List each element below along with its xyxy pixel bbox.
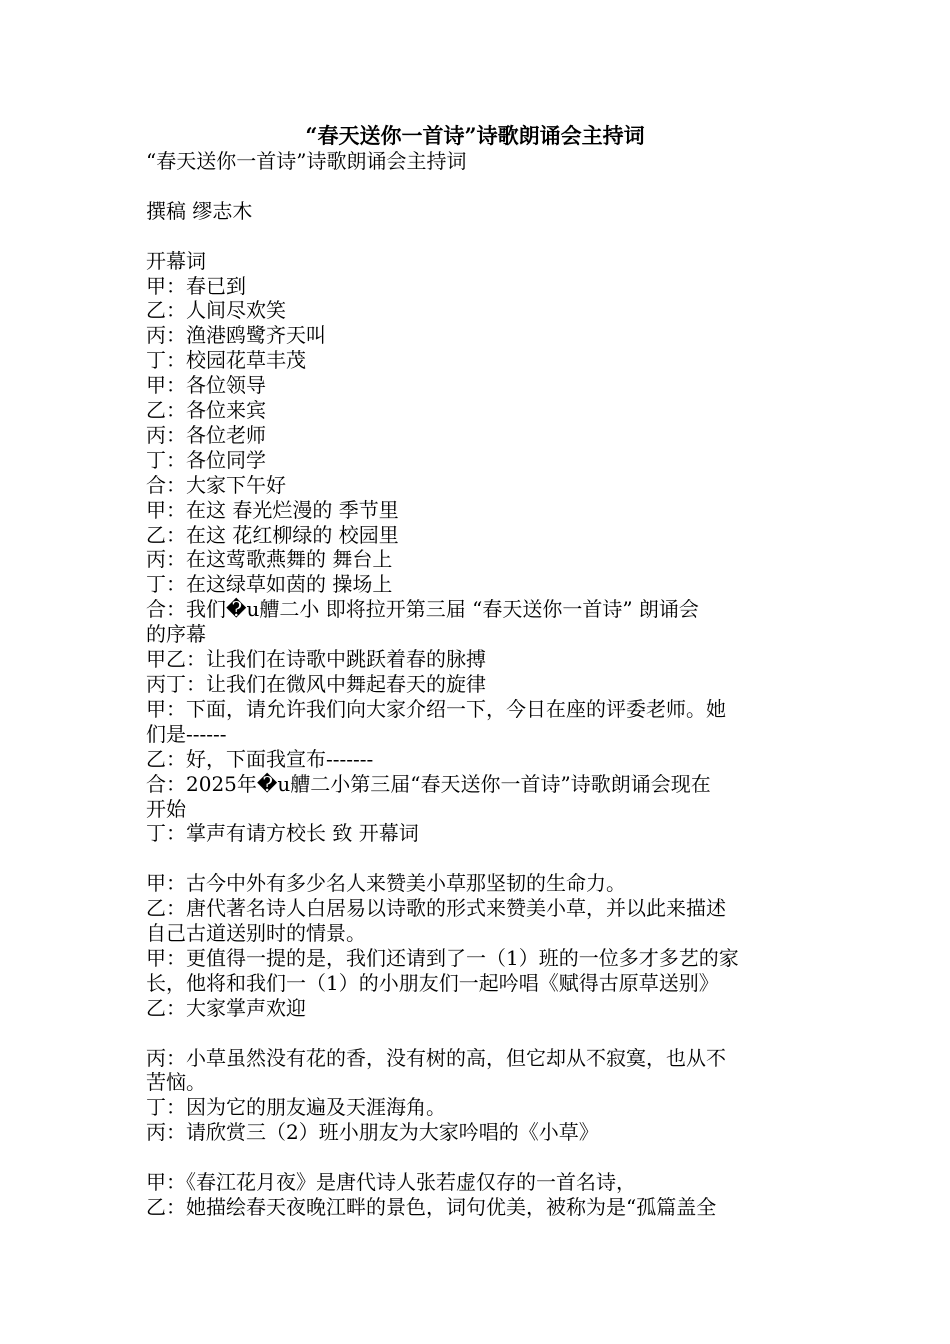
text-line: 丙：请欣赏三（2）班小朋友为大家吟唱的《小草》 [146, 1120, 599, 1145]
text-line: 甲：更值得一提的是，我们还请到了一（1）班的一位多才多艺的家 [146, 945, 739, 970]
text-line: 乙：人间尽欢笑 [146, 298, 286, 323]
text-line: 自己古道送别时的情景。 [146, 921, 366, 946]
text-line: 甲：各位领导 [146, 373, 266, 398]
text-line: 们是------ [146, 721, 227, 746]
document-title: “春天送你一首诗”诗歌朗诵会主持词 [305, 123, 645, 148]
text-line [146, 174, 806, 199]
text-line: 开幕词 [146, 248, 206, 273]
text-line: 丙：小草虽然没有花的香，没有树的高，但它却从不寂寞，也从不 [146, 1045, 726, 1070]
text-line: 丁：掌声有请方校长 致 开幕词 [146, 821, 419, 846]
text-line: 丁：因为它的朋友遍及天涯海角。 [146, 1095, 446, 1120]
text-line: 丁：校园花草丰茂 [146, 348, 306, 373]
text-line: “春天送你一首诗”诗歌朗诵会主持词 [146, 149, 467, 173]
text-line: 合：我们�u艚二小 即将拉开第三届 “春天送你一首诗” 朗诵会 [146, 597, 699, 622]
text-line: 长，他将和我们一（1）的小朋友们一起吟唱《赋得古原草送别》 [146, 970, 719, 995]
text-line: 甲：春已到 [146, 273, 246, 298]
text-line: 开始 [146, 796, 186, 821]
text-line: 合：2025年�u艚二小第三届“春天送你一首诗”诗歌朗诵会现在 [146, 771, 711, 796]
text-line: 丙丁：让我们在微风中舞起春天的旋律 [146, 672, 486, 696]
text-line: 乙：各位来宾 [146, 398, 266, 423]
text-line [146, 1021, 806, 1046]
text-line: 甲：在这 春光烂漫的 季节里 [146, 497, 399, 522]
text-line: 甲乙：让我们在诗歌中跳跃着春的脉搏 [146, 647, 486, 672]
text-line: 甲：下面，请允许我们向大家介绍一下，今日在座的评委老师。她 [146, 696, 726, 721]
text-line: 乙：大家掌声欢迎 [146, 995, 306, 1020]
text-line: 合：大家下午好 [146, 472, 286, 497]
text-line: 苦恼。 [146, 1070, 206, 1095]
text-line: 丙：渔港鸥鹭齐天叫 [146, 323, 326, 348]
text-line: 甲：古今中外有多少名人来赞美小草那坚韧的生命力。 [146, 871, 626, 896]
text-line: 撰稿 缪志木 [146, 198, 253, 223]
text-line: 丙：在这莺歌燕舞的 舞台上 [146, 547, 393, 572]
text-line: 丁：在这绿草如茵的 操场上 [146, 572, 393, 597]
text-line: 乙：好，下面我宣布------- [146, 746, 374, 771]
text-line: 甲：《春江花月夜》是唐代诗人张若虚仅存的一首名诗， [146, 1170, 636, 1195]
text-line: 丁：各位同学 [146, 447, 266, 472]
text-line [146, 224, 806, 249]
text-line: 乙：唐代著名诗人白居易以诗歌的形式来赞美小草，并以此来描述 [146, 896, 726, 921]
text-line: 乙：在这 花红柳绿的 校园里 [146, 522, 399, 547]
document-body [146, 149, 806, 1220]
text-line: 的序幕 [146, 622, 206, 647]
text-line: 丙：各位老师 [146, 422, 266, 447]
text-line [146, 1145, 806, 1170]
text-line: 乙：她描绘春天夜晚江畔的景色，词句优美，被称为是“孤篇盖全 [146, 1194, 717, 1219]
text-line [146, 846, 806, 871]
